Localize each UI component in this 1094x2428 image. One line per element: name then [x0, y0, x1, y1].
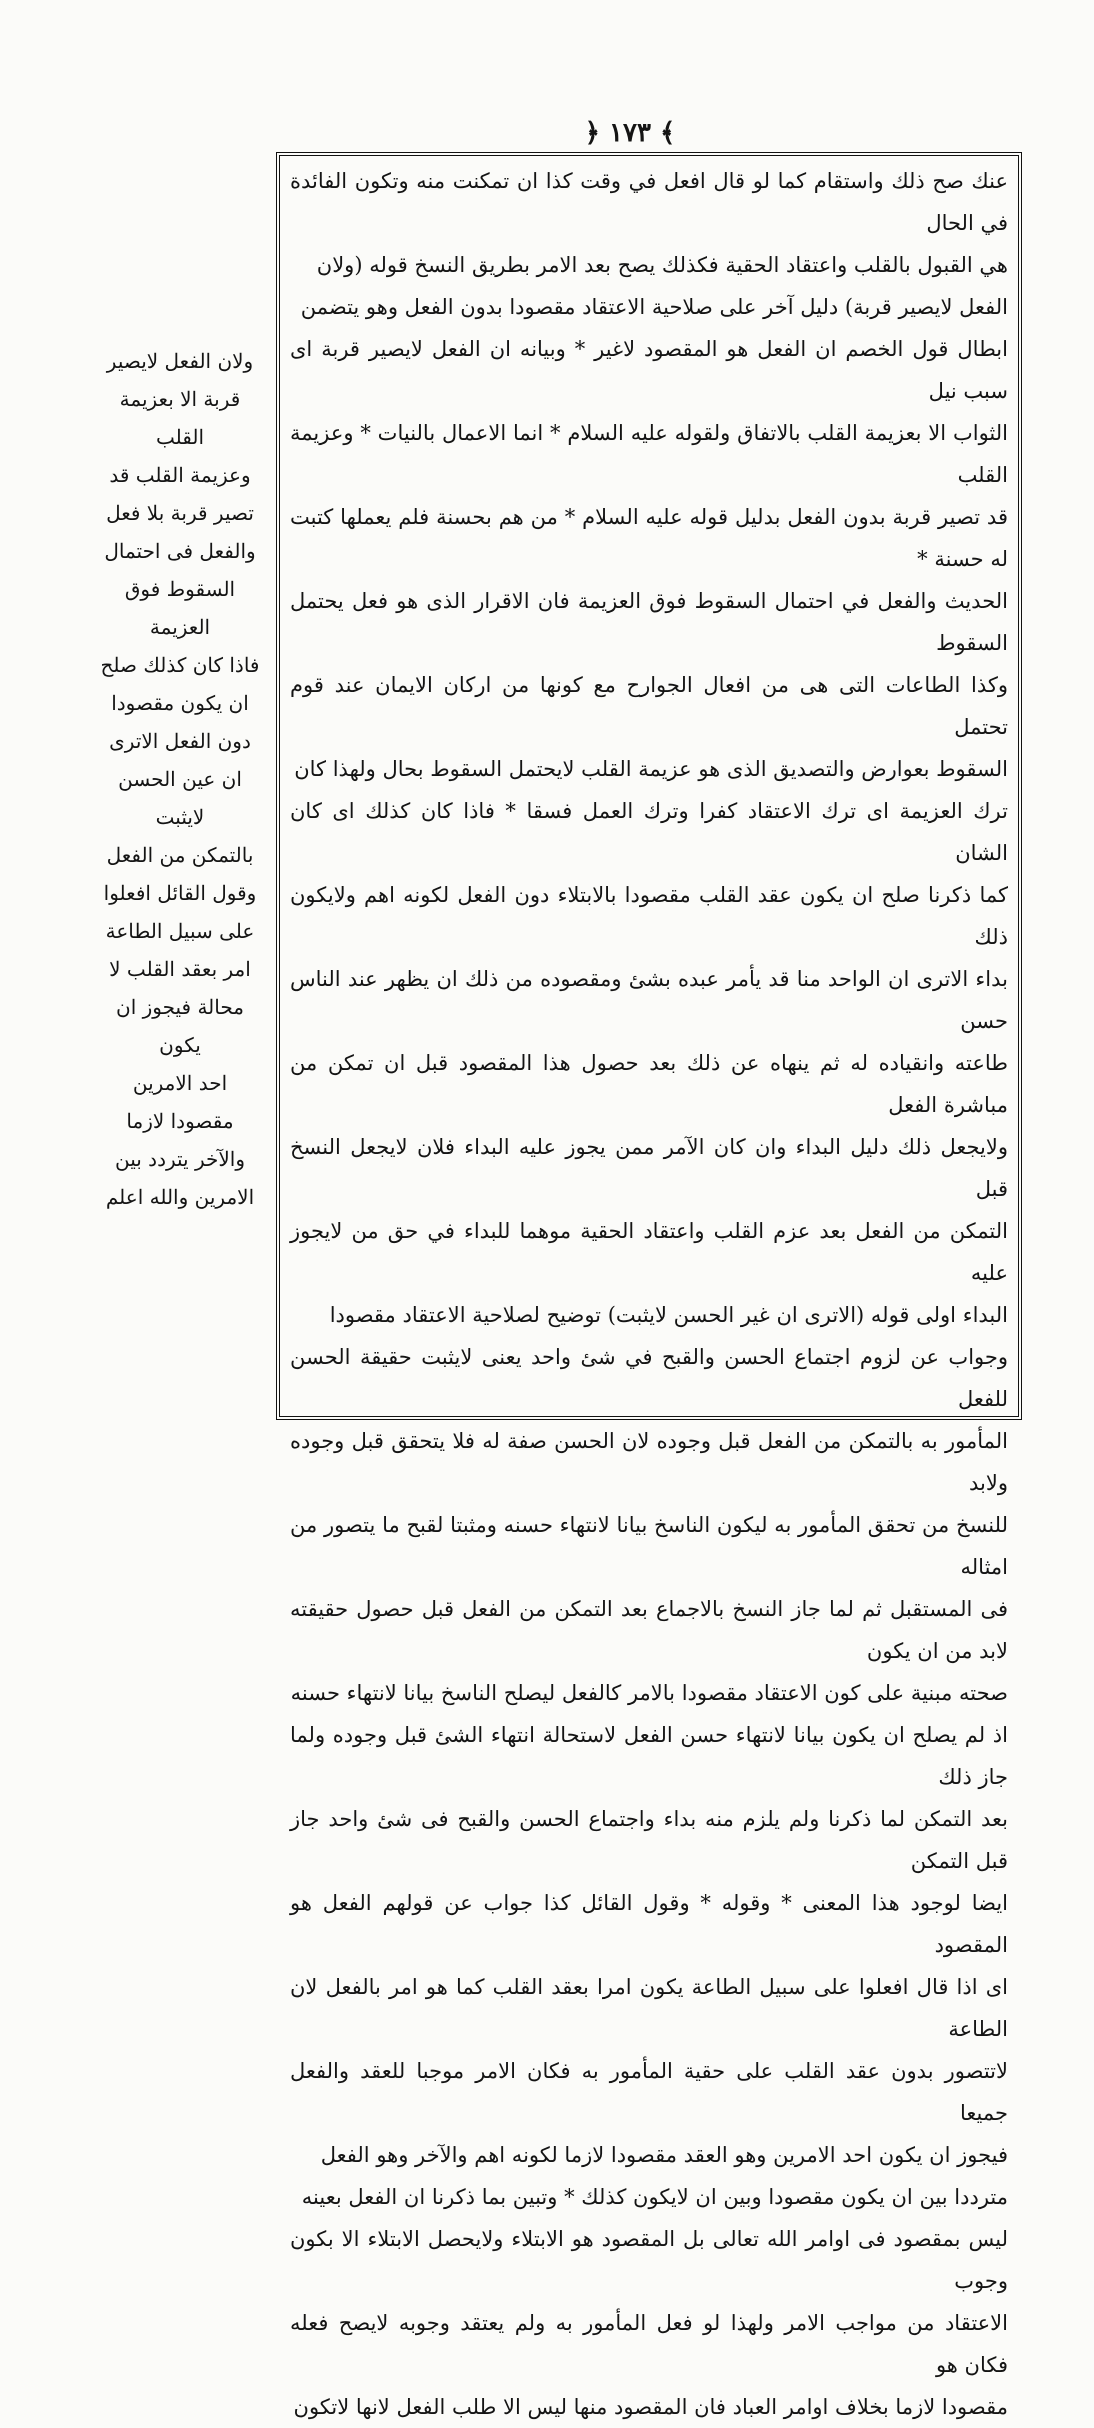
main-text-line: ايضا لوجود هذا المعنى * وقوله * وقول القائل كذا جواب عن قولهم الفعل هو المقصود [290, 1891, 1008, 1957]
margin-note-line: دون الفعل الاترى [109, 729, 251, 753]
main-text-line: ترك العزيمة اى ترك الاعتقاد كفرا وترك العمل فسقا * فاذا كان كذلك اى كان الشان [290, 799, 1008, 865]
main-text-line: هي القبول بالقلب واعتقاد الحقية فكذلك يصح بعد الامر بطريق النسخ قوله (ولان [316, 253, 1008, 277]
main-text-line: الثواب الا بعزيمة القلب بالاتفاق ولقوله عليه السلام * انما الاعمال بالنيات * وعزيمة القلب [290, 421, 1008, 487]
margin-note-line: وقول القائل افعلوا [103, 881, 257, 905]
main-text-line: للنسخ من تحقق المأمور به ليكون الناسخ بيانا لانتهاء حسنه ومثبتا لقبح ما يتصور من امثاله [290, 1513, 1008, 1579]
margin-note-line: فاذا كان كذلك صلح [100, 653, 260, 677]
main-text-line: مقصودا لازما بخلاف اوامر العباد فان المقصود منها ليس الا طلب الفعل لانها لاتكون [293, 2395, 1008, 2419]
margin-note-line: تصير قربة بلا فعل [106, 501, 254, 525]
main-text-line: وجواب عن لزوم اجتماع الحسن والقبح في شئ واحد يعنى لايثبت حقيقة الحسن للفعل [290, 1345, 1008, 1411]
margin-note-line: والفعل فى احتمال [104, 539, 256, 563]
main-text-block [290, 160, 1008, 2419]
main-text-line: عنك صح ذلك واستقام كما لو قال افعل في وقت كذا ان تمكنت منه وتكون الفائدة في الحال [290, 169, 1008, 235]
margin-note-line: والآخر يتردد بين [114, 1147, 245, 1171]
margin-note-line: وعزيمة القلب قد [109, 463, 251, 487]
main-text-line: الحديث والفعل في احتمال السقوط فوق العزيمة فان الاقرار الذى هو فعل يحتمل السقوط [290, 589, 1008, 655]
margin-note-line: على سبيل الطاعة [105, 919, 255, 943]
main-text-line: الفعل لايصير قربة) دليل آخر على صلاحية الاعتقاد مقصودا بدون الفعل وهو يتضمن [300, 295, 1008, 319]
main-text-line: اى اذا قال افعلوا على سبيل الطاعة يكون امرا بعقد القلب كما هو امر بالفعل لان الطاعة [290, 1975, 1008, 2041]
main-text-line: اذ لم يصلح ان يكون بيانا لانتهاء حسن الفعل لاستحالة انتهاء الشئ قبل وجوده ولما جاز ذلك [290, 1723, 1008, 1789]
margin-note-line: قربة الا بعزيمة القلب [119, 387, 241, 449]
margin-note-line: بالتمكن من الفعل [106, 843, 254, 867]
margin-note-line: الامرين والله اعلم [105, 1185, 255, 1209]
main-text-line: لاتتصور بدون عقد القلب على حقية المأمور به فكان الامر موجبا للعقد والفعل جميعا [290, 2059, 1008, 2125]
margin-note-line: السقوط فوق العزيمة [124, 577, 236, 639]
margin-note-line: امر بعقد القلب لا [109, 957, 251, 981]
main-text-line: وكذا الطاعات التى هى من افعال الجوارح مع كونها من اركان الايمان عند قوم تحتمل [290, 673, 1008, 739]
margin-note-line: محالة فيجوز ان يكون [116, 995, 244, 1057]
main-text-line: السقوط بعوارض والتصديق الذى هو عزيمة القلب لايحتمل السقوط بحال ولهذا كان [294, 757, 1008, 781]
main-text-line: البداء اولى قوله (الاترى ان غير الحسن لايثبت) توضيح لصلاحية الاعتقاد مقصودا [329, 1303, 1008, 1327]
main-text-line: قد تصير قربة بدون الفعل بدليل قوله عليه السلام * من هم بحسنة فلم يعملها كتبت له حسنة * [290, 505, 1008, 571]
main-text-line: كما ذكرنا صلح ان يكون عقد القلب مقصودا بالابتلاء دون الفعل لكونه اهم ولايكون ذلك [290, 883, 1008, 949]
main-text-line: ليس بمقصود فى اوامر الله تعالى بل المقصود هو الابتلاء ولايحصل الابتلاء الا بكون وجوب [290, 2227, 1008, 2293]
margin-note-line: ان يكون مقصودا [111, 691, 249, 715]
margin-note-line: ولان الفعل لايصير [106, 349, 254, 373]
page-number: ﴿ ١٧٣ ﴾ [584, 118, 676, 148]
main-text-line: طاعته وانقياده له ثم ينهاه عن ذلك بعد حصول هذا المقصود قبل ان تمكن من مباشرة الفعل [290, 1051, 1008, 1117]
main-text-line: فى المستقبل ثم لما جاز النسخ بالاجماع بعد التمكن من الفعل قبل حصول حقيقته لابد من ان يكون [290, 1597, 1008, 1663]
main-text-line: التمكن من الفعل بعد عزم القلب واعتقاد الحقية موهما للبداء في حق من لايجوز عليه [290, 1219, 1008, 1285]
main-text-line: مترددا بين ان يكون مقصودا وبين ان لايكون كذلك * وتبين بما ذكرنا ان الفعل بعينه [301, 2185, 1008, 2209]
main-text-line: بداء الاترى ان الواحد منا قد يأمر عبده بشئ ومقصوده من ذلك ان يظهر عند الناس حسن [290, 967, 1008, 1033]
margin-note-line: مقصودا لازما [126, 1109, 234, 1133]
main-text-line: فيجوز ان يكون احد الامرين وهو العقد مقصودا لازما لكونه اهم والآخر وهو الفعل [320, 2143, 1008, 2167]
margin-note-line: ان عين الحسن لايثبت [118, 767, 242, 829]
main-text-line: ابطال قول الخصم ان الفعل هو المقصود لاغير * وبيانه ان الفعل لايصير قربة اى سبب نيل [290, 337, 1008, 403]
margin-note-block [96, 342, 264, 1209]
margin-note-line: احد الامرين [132, 1071, 228, 1095]
main-text-line: صحته مبنية على كون الاعتقاد مقصودا بالامر كالفعل ليصلح الناسخ بيانا لانتهاء حسنه [290, 1681, 1008, 1705]
main-text-line: المأمور به بالتمكن من الفعل قبل وجوده لان الحسن صفة له فلا يتحقق قبل وجوده ولابد [290, 1429, 1008, 1495]
main-text-line: بعد التمكن لما ذكرنا ولم يلزم منه بداء واجتماع الحسن والقبح فى شئ واحد جاز قبل التمكن [290, 1807, 1008, 1873]
main-text-line: الاعتقاد من مواجب الامر ولهذا لو فعل المأمور به ولم يعتقد وجوبه لايصح فعله فكان هو [290, 2311, 1008, 2377]
main-text-line: ولايجعل ذلك دليل البداء وان كان الآمر ممن يجوز عليه البداء فلان لايجعل النسخ قبل [290, 1135, 1008, 1201]
